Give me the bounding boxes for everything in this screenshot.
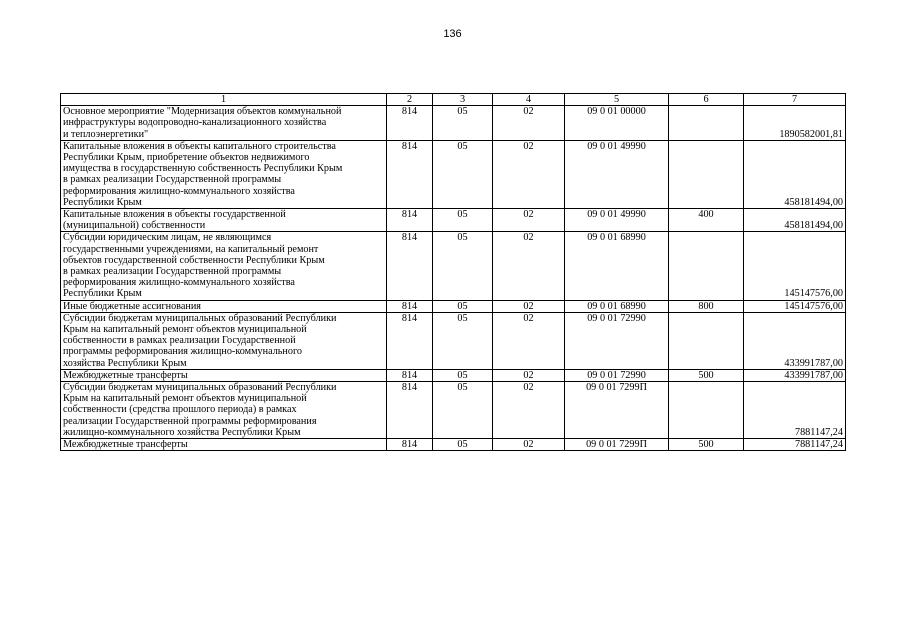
row-subsection-cell: 02 [493,106,565,141]
row-expense-type-cell [669,140,744,208]
row-expense-type-cell [669,232,744,300]
row-section-cell: 05 [433,382,493,439]
row-subsection-cell: 02 [493,209,565,232]
row-section-cell: 05 [433,232,493,300]
row-expense-type-cell: 500 [669,439,744,451]
table-row [61,232,846,300]
row-amount-cell: 458181494,00 [744,140,846,208]
row-subsection-cell: 02 [493,140,565,208]
row-amount-cell: 145147576,00 [744,300,846,312]
row-amount-cell: 7881147,24 [744,439,846,451]
row-target-article-cell: 09 0 01 68990 [565,300,669,312]
row-name-cell: Иные бюджетные ассигнования [61,300,387,312]
column-header: 2 [387,94,433,106]
row-amount-cell: 145147576,00 [744,232,846,300]
row-name-cell: Капитальные вложения в объекты государственной (муниципальной) собственности [61,209,387,232]
column-header: 6 [669,94,744,106]
row-grs-cell: 814 [387,232,433,300]
row-grs-cell: 814 [387,439,433,451]
row-expense-type-cell [669,382,744,439]
row-expense-type-cell [669,106,744,141]
page-number: 136 [443,28,462,40]
row-section-cell: 05 [433,312,493,369]
table-row [61,106,846,141]
row-target-article-cell: 09 0 01 49990 [565,209,669,232]
table-row [61,140,846,208]
table-header-row [61,94,846,106]
row-section-cell: 05 [433,439,493,451]
row-name-cell: Субсидии бюджетам муниципальных образований Республики Крым на капитальный ремонт объектов муниципальной собственности (средства прошлого периода) в рамках реализации Государственной программы реформирования жилищно-коммунального хозяйства Республики Крым [61,382,387,439]
row-subsection-cell: 02 [493,300,565,312]
row-section-cell: 05 [433,300,493,312]
row-expense-type-cell [669,312,744,369]
table-row [61,382,846,439]
row-expense-type-cell: 800 [669,300,744,312]
row-target-article-cell: 09 0 01 7299П [565,439,669,451]
row-section-cell: 05 [433,209,493,232]
row-subsection-cell: 02 [493,232,565,300]
row-section-cell: 05 [433,106,493,141]
row-grs-cell: 814 [387,382,433,439]
row-section-cell: 05 [433,140,493,208]
row-grs-cell: 814 [387,300,433,312]
row-subsection-cell: 02 [493,382,565,439]
row-target-article-cell: 09 0 01 72990 [565,312,669,369]
row-name-cell: Межбюджетные трансферты [61,439,387,451]
row-expense-type-cell: 400 [669,209,744,232]
column-header: 3 [433,94,493,106]
row-target-article-cell: 09 0 01 7299П [565,382,669,439]
column-header: 1 [61,94,387,106]
row-subsection-cell: 02 [493,312,565,369]
column-header: 5 [565,94,669,106]
table-row [61,369,846,381]
row-expense-type-cell: 500 [669,369,744,381]
row-target-article-cell: 09 0 01 68990 [565,232,669,300]
row-amount-cell: 458181494,00 [744,209,846,232]
row-name-cell: Основное мероприятие "Модернизация объектов коммунальной инфраструктуры водопроводно-канализационного хозяйства и теплоэнергетики" [61,106,387,141]
row-section-cell: 05 [433,369,493,381]
row-grs-cell: 814 [387,312,433,369]
table-row [61,312,846,369]
row-grs-cell: 814 [387,209,433,232]
table-row [61,209,846,232]
table-row [61,439,846,451]
column-header: 4 [493,94,565,106]
row-subsection-cell: 02 [493,369,565,381]
row-amount-cell: 7881147,24 [744,382,846,439]
row-name-cell: Капитальные вложения в объекты капитального строительства Республики Крым, приобретение объектов недвижимого имущества в государственную собственность Республики Крым в рамках реализации Государственной программы реформирования жилищно-коммунального хозяйства Республики Крым [61,140,387,208]
budget-table [60,93,846,451]
row-target-article-cell: 09 0 01 72990 [565,369,669,381]
row-name-cell: Субсидии юридическим лицам, не являющимся государственными учреждениями, на капитальный ремонт объектов государственной собственности Республики Крым в рамках реализации Государственной программы реформирования жилищно-коммунального хозяйства Республики Крым [61,232,387,300]
row-target-article-cell: 09 0 01 49990 [565,140,669,208]
table-row [61,300,846,312]
row-name-cell: Субсидии бюджетам муниципальных образований Республики Крым на капитальный ремонт объектов муниципальной собственности в рамках реализации Государственной программы реформирования жилищно-коммунального хозяйства Республики Крым [61,312,387,369]
row-amount-cell: 433991787,00 [744,312,846,369]
row-grs-cell: 814 [387,106,433,141]
row-grs-cell: 814 [387,369,433,381]
row-amount-cell: 433991787,00 [744,369,846,381]
row-name-cell: Межбюджетные трансферты [61,369,387,381]
row-subsection-cell: 02 [493,439,565,451]
column-header: 7 [744,94,846,106]
row-target-article-cell: 09 0 01 00000 [565,106,669,141]
row-amount-cell: 1890582001,81 [744,106,846,141]
row-grs-cell: 814 [387,140,433,208]
